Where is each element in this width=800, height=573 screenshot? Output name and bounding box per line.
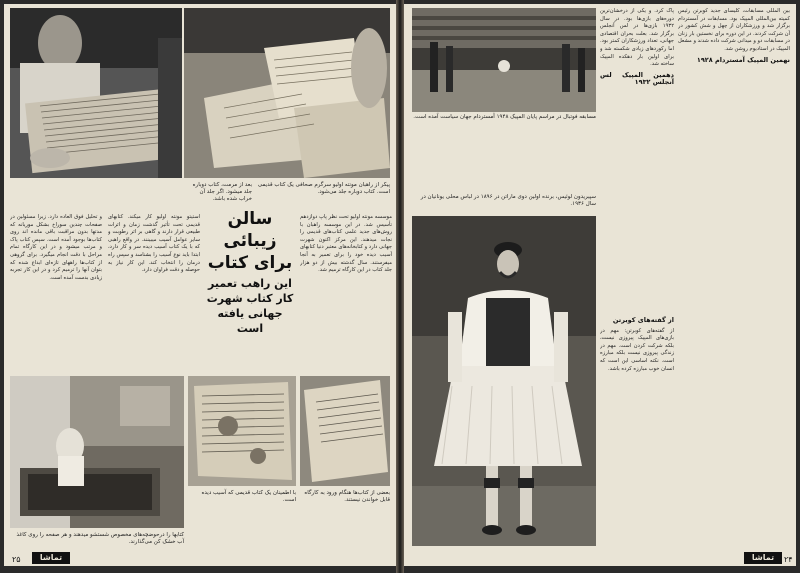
photo-monk-reading — [10, 8, 182, 178]
heading-1932: دهمین المپیک لس آنجلس ۱۹۳۲ — [600, 70, 674, 87]
caption-bottom-mid: با اطمینان یک کتاب قدیمی که آسیب دیده است. — [201, 490, 296, 503]
magazine-logo-left: تماشا — [32, 552, 70, 564]
body-column-b — [600, 8, 674, 308]
article-subheadline: این راهب تعمیر کار کتاب شهرت جهانی یافته است — [206, 277, 294, 335]
binding-gutter — [396, 0, 404, 573]
right-page — [404, 4, 796, 566]
article-headline: سالن زیبائی برای کتاب — [207, 209, 293, 273]
caption-stadium: مسابقه فوتبال در مراسم پایان المپیک ۱۹۴۸ آمستردام جهان سیاست آمده است. — [413, 114, 596, 120]
caption-top-mid: بعد از مرمت، کتاب دوباره جلد میشود. اگر جلد آن خراب شده باشد. — [192, 182, 252, 202]
page-number-left: ۲۵ — [12, 555, 21, 564]
caption-athlete: سپیریدون لوئیس، برنده اولین دوی ماراتن در ۱۸۹۶ در لباس محلی یونانیان در سال ۱۹۳۶. — [420, 194, 596, 207]
photo-torn-manuscripts — [184, 8, 390, 178]
heading-1928: نهمین المپیک آمستردام ۱۹۲۸ — [696, 55, 790, 64]
body-column-2: استیتو مونته اولیو کار میکند. کتابهای قدیمی تحت تأثیر گذشت زمان و اثرات طبیعی قرار دارند و گاهی بر اثر رطوبت و سایر عوامل آسیب میبینند. در واقع راهبی که با یک کتاب آسیب دیده سر و کار دارد، ابتدا باید نوع آسیب را بشناسد و سپس راه درمان را انتخاب کند. این کار نیاز به حوصله و دقت فراوان دارد. — [108, 214, 200, 274]
heading-coubertin-quotes: از گفته‌های کوبرتن — [612, 316, 674, 324]
body-text-a: بین المللی مسابقات، کلیسای جدید کوبرتن رئیس کمیته بین‌المللی المپیک بود. مسابقات در آمستردام برگزار شد و ورزشکاران از چهل و شش کشور در آن شرکت کردند. در این دوره برای نخستین بار زنان در مسابقات دو و میدانی شرکت داده شدند و مشعل المپیک در استادیوم روشن شد. — [678, 8, 790, 52]
photo-old-book-page — [300, 376, 390, 486]
caption-bottom-left: کتابها را درحوضچه‌های مخصوص شستشو میدهند و هر صفحه را روی کاغذ آب خشک کن می‌گذارند. — [16, 532, 184, 545]
body-column-a — [678, 8, 790, 548]
magazine-logo-right: تماشا — [744, 552, 782, 564]
photo-washing-pages — [10, 376, 184, 528]
body-column-3: موسسه مونته اولیو تحت نظر پاپ دوازدهم تأسیس شد. در این موسسه راهبان با روش‌های جدید علمی کتاب‌های قدیمی را نجات میدهند. این مرکز اکنون شهرت جهانی دارد و کتابخانه‌های معتبر دنیا کتابهای آسیب دیده خود را برای تعمیر به آنجا میفرستند. سال گذشته بیش از دو هزار جلد کتاب در این کارگاه ترمیم شد. — [300, 214, 392, 274]
caption-bottom-right: بعضی از کتاب‌ها هنگام ورود به کارگاه قابل خواندن نیستند. — [304, 490, 390, 503]
photo-athlete-spyridon — [412, 216, 596, 546]
left-page — [4, 4, 396, 566]
body-text-c: از گفته‌های کوبرتن: مهم در بازی‌های المپیک پیروزی نیست، بلکه شرکت کردن است. مهم در زندگی پیروزی نیست بلکه مبارزه است. نکته اساسی این است که انسان خوب مبارزه کرده باشد. — [600, 327, 674, 372]
body-column-1: و تحلیل فوق العاده دارد. زیرا مسئولین در صفحات چندین سوراخ بشکل موریانه که مدتها بدون مراقبت باقی مانده اند روی کتاب‌ها بوجود آمده است. سپس کتاب پاک و مرتب میشود و در این کارگاه تمام مراحل با دقت انجام میگیرد. برای گروهی از کتاب‌ها راههای تازه‌ای ابداع شده که بتوان آنها را ترمیم کرد و در این کار تجربه زیادی بدست آمده است. — [10, 214, 102, 281]
caption-top-right: پیکر از راهبان مونته اولیو سرگرم صحافی یک کتاب قدیمی است. کتاب دوباره جلد می‌شود. — [257, 182, 390, 195]
body-text-b: پاک کرد. و یکی از درخشان‌ترین دوره‌های بازی‌ها بود. در سال ۱۹۳۲ بازی‌ها در لس آنجلس برگزار شد. بعلت بحران اقتصادی جهانی، تعداد ورزشکاران کمتر بود. اما رکوردهای زیادی شکسته شد و برای اولین بار دهکده المپیک ساخته شد. — [600, 8, 674, 68]
photo-stadium — [412, 8, 596, 112]
page-number-right: ۲۴ — [784, 555, 793, 564]
photo-damaged-book — [188, 376, 296, 486]
body-column-c — [600, 314, 674, 548]
